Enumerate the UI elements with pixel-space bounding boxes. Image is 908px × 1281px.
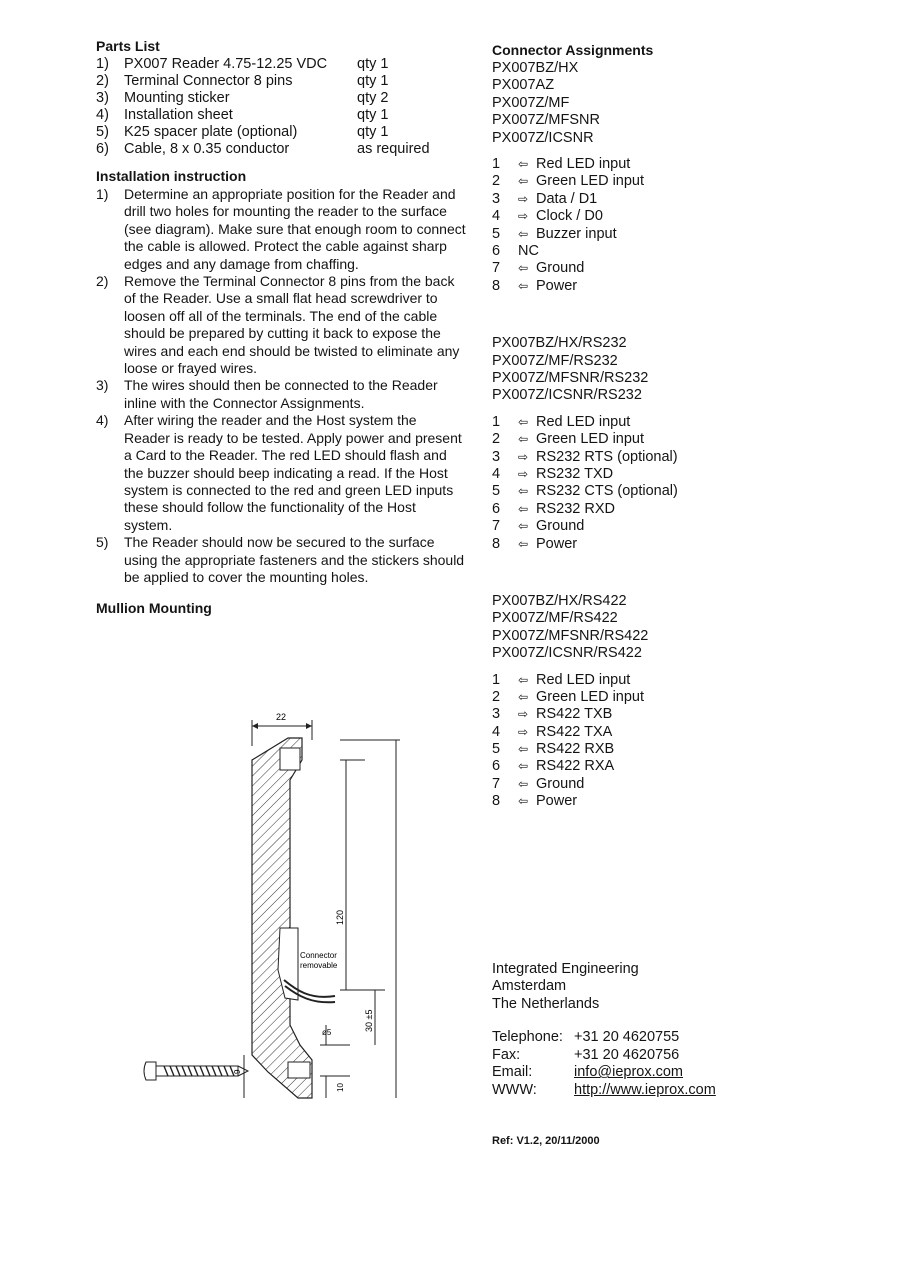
left-column [96, 38, 466, 618]
direction-arrow-icon: ⇦ [518, 794, 529, 809]
pin-row [492, 724, 792, 741]
step-text: After wiring the reader and the Host system the Reader is ready to be tested. Apply power and present a Card to the Reader. The red LED should flash and the buzzer should beep indicating a read. If the Host system is connected to the red and green LED inputs these should follow the functionality of the Host system. [124, 412, 462, 533]
pin-label: RS232 RTS (optional) [536, 448, 678, 465]
pin-number: 4 [492, 723, 501, 740]
model-name: PX007Z/ICSNR/RS422 [492, 645, 642, 662]
model-name: PX007AZ [492, 77, 555, 94]
pin-row [492, 689, 792, 706]
contact-row-fax [492, 1047, 792, 1065]
item-quantity: qty 1 [357, 73, 389, 89]
pin-label: RS422 RXB [536, 741, 615, 758]
parts-list-item [96, 141, 466, 158]
pin-label: Power [536, 535, 578, 552]
direction-arrow-icon: ⇨ [518, 724, 529, 739]
step-number: 2) [96, 273, 109, 290]
step-text: The Reader should now be secured to the surface using the appropriate fasteners and the stickers should be applied to cover the mounting holes. [124, 534, 465, 585]
step-text: The wires should then be connected to the Reader inline with the Connector Assignments. [124, 377, 438, 411]
item-description: PX007 Reader 4.75-12.25 VDC [124, 56, 328, 72]
pin-row [492, 156, 792, 173]
step-text: Determine an appropriate position for the Reader and drill two holes for mounting the reader to the surface (see diagram). Make sure that enough room to connect the cable is allowed. Protect the cable against sharp edges and any damage from chaffing. [124, 186, 466, 272]
pin-number: 3 [492, 448, 501, 465]
item-quantity: qty 1 [357, 124, 389, 140]
direction-arrow-icon: ⇦ [518, 689, 529, 704]
direction-arrow-icon: ⇦ [518, 742, 529, 757]
pin-label: Red LED input [536, 671, 631, 688]
item-number: 2) [96, 73, 109, 89]
model-name: PX007Z/MFSNR/RS232 [492, 369, 649, 386]
model-name: PX007Z/MF/RS232 [492, 352, 618, 369]
pin-number: 5 [492, 741, 501, 758]
pin-label: RS422 TXA [536, 723, 613, 740]
connector-group-rs232 [492, 335, 792, 553]
parts-list-item [96, 73, 466, 90]
pin-row [492, 208, 792, 225]
pin-number: 7 [492, 260, 501, 277]
mullion-mounting-diagram [140, 700, 400, 1105]
pin-row [492, 466, 792, 483]
document-reference: Ref: V1.2, 20/11/2000 [492, 1135, 600, 1148]
dim-width-label: 22 [276, 712, 287, 722]
pin-label: Green LED input [536, 688, 645, 705]
pin-label: RS422 RXA [536, 758, 615, 775]
parts-list [96, 56, 466, 158]
contact-key: Email: [492, 1064, 533, 1081]
pin-number: 6 [492, 500, 501, 517]
pin-number: 2 [492, 431, 501, 448]
item-description: Cable, 8 x 0.35 conductor [124, 141, 290, 157]
company-city: Amsterdam [492, 978, 567, 995]
pin-row [492, 793, 792, 810]
pin-number: 1 [492, 671, 501, 688]
pin-row [492, 536, 792, 553]
company-name: Integrated Engineering [492, 960, 639, 977]
step-number: 3) [96, 377, 109, 394]
pin-label: Power [536, 793, 578, 810]
contact-key: WWW: [492, 1081, 537, 1098]
reader-housing-profile [252, 738, 312, 1098]
pin-label: Power [536, 277, 578, 294]
parts-list-title: Parts List [96, 38, 160, 54]
pin-label: Ground [536, 260, 585, 277]
pin-label: Data / D1 [536, 190, 598, 207]
item-quantity: qty 1 [357, 107, 389, 123]
model-name: PX007Z/ICSNR [492, 129, 594, 146]
pin-label: Buzzer input [536, 225, 617, 242]
pin-number: 8 [492, 535, 501, 552]
model-name: PX007BZ/HX/RS232 [492, 335, 627, 352]
pin-label: Red LED input [536, 156, 631, 173]
item-quantity: qty 2 [357, 90, 389, 106]
email-link[interactable]: info@ieprox.com [574, 1064, 684, 1081]
pin-label: RS232 RXD [536, 500, 615, 517]
pin-number: 8 [492, 277, 501, 294]
model-name: PX007Z/ICSNR/RS232 [492, 387, 642, 404]
item-number: 6) [96, 141, 109, 157]
model-name: PX007BZ/HX/RS422 [492, 592, 627, 609]
step-number: 4) [96, 412, 109, 429]
direction-arrow-icon: ⇦ [518, 484, 529, 499]
connector-group-wiegand [492, 60, 792, 295]
pin-number: 4 [492, 465, 501, 482]
installation-step [96, 273, 466, 377]
contact-row-telephone [492, 1029, 792, 1047]
pin-label: RS232 CTS (optional) [536, 483, 678, 500]
bottom-mounting-hole [288, 1062, 310, 1078]
direction-arrow-icon: ⇦ [518, 536, 529, 551]
step-number: 5) [96, 534, 109, 551]
direction-arrow-icon: ⇦ [518, 432, 529, 447]
item-quantity: as required [357, 141, 430, 157]
pin-row [492, 776, 792, 793]
dim-hole-label: ø5 [322, 1028, 332, 1037]
model-name: PX007Z/MFSNR/RS422 [492, 627, 649, 644]
direction-arrow-icon: ⇨ [518, 707, 529, 722]
installation-step [96, 534, 466, 586]
direction-arrow-icon: ⇦ [518, 759, 529, 774]
pin-number: 1 [492, 413, 501, 430]
direction-arrow-icon: ⇦ [518, 776, 529, 791]
top-mounting-hole [280, 748, 300, 770]
item-number: 1) [96, 56, 109, 72]
item-quantity: qty 1 [357, 56, 389, 72]
item-description: Terminal Connector 8 pins [124, 73, 293, 89]
direction-arrow-icon: ⇨ [518, 449, 529, 464]
parts-list-item [96, 56, 466, 73]
connector-group-rs422 [492, 593, 792, 811]
website-link[interactable]: http://www.ieprox.com [574, 1081, 716, 1098]
pin-number: 1 [492, 156, 501, 173]
pin-label: Green LED input [536, 173, 645, 190]
step-text: Remove the Terminal Connector 8 pins from the back of the Reader. Use a small flat head screwdriver to loosen off all of the terminals. The end of the cable should be prepared by cutting it back to expose the wires and each end should be twisted to eliminate any loose or frayed wires. [124, 273, 460, 377]
direction-arrow-icon: ⇦ [518, 226, 529, 241]
pin-row [492, 260, 792, 277]
direction-arrow-icon: ⇨ [518, 191, 529, 206]
contact-value: +31 20 4620755 [574, 1029, 680, 1046]
item-description: Installation sheet [124, 107, 233, 123]
pin-number: 5 [492, 225, 501, 242]
pin-number: 8 [492, 793, 501, 810]
pin-row [492, 449, 792, 466]
installation-step [96, 377, 466, 412]
direction-arrow-icon: ⇦ [518, 157, 529, 172]
pin-number: 7 [492, 775, 501, 792]
mullion-mounting-title: Mullion Mounting [96, 600, 212, 617]
company-country: The Netherlands [492, 995, 600, 1012]
pin-row [492, 414, 792, 431]
pin-row [492, 243, 792, 260]
pin-number: 5 [492, 483, 501, 500]
contact-row-www [492, 1082, 792, 1100]
parts-list-item [96, 107, 466, 124]
pin-row [492, 518, 792, 535]
model-name: PX007Z/MF [492, 94, 570, 111]
installation-step [96, 412, 466, 534]
pin-label: Green LED input [536, 431, 645, 448]
parts-list-item [96, 124, 466, 141]
contact-value: +31 20 4620756 [574, 1046, 680, 1063]
direction-arrow-icon: ⇨ [518, 466, 529, 481]
pin-label: Red LED input [536, 413, 631, 430]
pin-label: RS232 TXD [536, 465, 614, 482]
model-name: PX007BZ/HX [492, 60, 579, 76]
dim-height-label: 120 [335, 909, 345, 925]
company-block [492, 961, 792, 1148]
pin-label: RS422 TXB [536, 706, 613, 723]
installation-step [96, 186, 466, 273]
direction-arrow-icon: ⇦ [518, 672, 529, 687]
parts-list-item [96, 90, 466, 107]
pin-number: 6 [492, 242, 501, 259]
model-name: PX007Z/MF/RS422 [492, 610, 618, 627]
item-number: 4) [96, 107, 109, 123]
contact-key: Telephone: [492, 1029, 563, 1046]
model-name: PX007Z/MFSNR [492, 112, 600, 129]
pin-label: Ground [536, 775, 585, 792]
direction-arrow-icon: ⇦ [518, 261, 529, 276]
installation-steps [96, 186, 466, 586]
pin-row [492, 173, 792, 190]
item-number: 3) [96, 90, 109, 106]
pin-label: Ground [536, 518, 585, 535]
pin-number: 2 [492, 688, 501, 705]
item-description: K25 spacer plate (optional) [124, 124, 298, 140]
step-number: 1) [96, 186, 109, 202]
direction-arrow-icon: ⇦ [518, 278, 529, 293]
direction-arrow-icon: ⇦ [518, 414, 529, 429]
pin-label: Clock / D0 [536, 208, 603, 225]
connector-assignments-title: Connector Assignments [492, 42, 654, 58]
pin-row [492, 226, 792, 243]
pin-number: 3 [492, 190, 501, 207]
connector-note-line2: removable [300, 961, 338, 970]
pin-row [492, 501, 792, 518]
pin-number: 3 [492, 706, 501, 723]
contact-key: Fax: [492, 1046, 521, 1063]
dim-screw-label: 9 [233, 1069, 242, 1074]
pin-row [492, 278, 792, 295]
direction-arrow-icon: ⇨ [518, 209, 529, 224]
connector-note-line1: Connector [300, 951, 337, 960]
installation-title: Installation instruction [96, 168, 247, 184]
pin-row [492, 191, 792, 208]
item-number: 5) [96, 124, 109, 140]
contact-row-email [492, 1064, 792, 1082]
pin-row [492, 483, 792, 500]
pin-number: 6 [492, 758, 501, 775]
dim-bottom-label: 10 [336, 1083, 345, 1092]
direction-arrow-icon: ⇦ [518, 501, 529, 516]
pin-row [492, 706, 792, 723]
pin-row [492, 431, 792, 448]
pin-row [492, 758, 792, 775]
direction-arrow-icon: ⇦ [518, 519, 529, 534]
item-description: Mounting sticker [124, 90, 230, 106]
pin-row [492, 672, 792, 689]
pin-number: 7 [492, 518, 501, 535]
pin-label: NC [518, 242, 539, 259]
pin-number: 2 [492, 173, 501, 190]
direction-arrow-icon: ⇦ [518, 174, 529, 189]
pin-number: 4 [492, 208, 501, 225]
pin-row [492, 741, 792, 758]
dim-connector-label: 30 ±5 [364, 1009, 374, 1032]
right-column [492, 42, 792, 1147]
